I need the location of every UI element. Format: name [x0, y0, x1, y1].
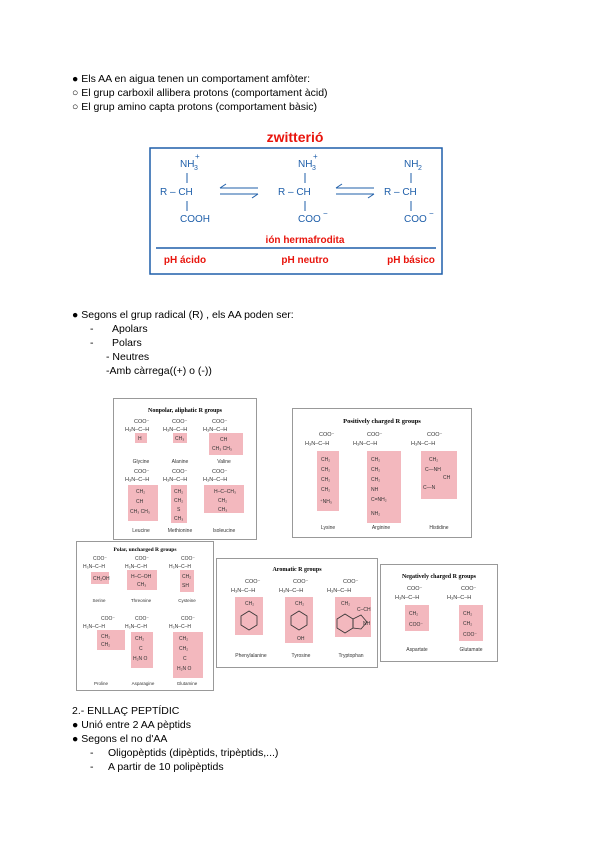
- svg-text:CH₂: CH₂: [245, 601, 255, 607]
- svg-text:CH₂: CH₂: [174, 489, 184, 495]
- svg-text:H₂N O: H₂N O: [133, 656, 148, 662]
- svg-text:COO⁻: COO⁻: [212, 469, 228, 475]
- panel-title: Nonpolar, aliphatic R groups: [147, 408, 223, 414]
- svg-text:C: C: [139, 646, 143, 652]
- svg-text:COO⁻: COO⁻: [181, 616, 196, 622]
- aa-name: Asparagine: [131, 681, 155, 686]
- panel-title: Polar, uncharged R groups: [113, 547, 177, 553]
- intro-line-amphoteric: ● Els AA en aigua tenen un comportament amfòter:: [72, 73, 311, 85]
- svg-text:H₃N–C–H: H₃N–C–H: [169, 624, 192, 630]
- svg-text:CH₂: CH₂: [182, 574, 192, 580]
- classification-intro: ● Segons el grup radical (R) , els AA poden ser:: [72, 309, 294, 321]
- r-ch-label-1: R – CH: [160, 187, 193, 198]
- svg-text:H₃N–C–H: H₃N–C–H: [125, 477, 150, 483]
- svg-text:COO⁻: COO⁻: [181, 556, 196, 562]
- svg-text:CH₂: CH₂: [136, 489, 146, 495]
- coo-label-2: COO: [404, 214, 427, 225]
- svg-text:H₃N–C–H: H₃N–C–H: [231, 588, 256, 594]
- svg-text:CH₂: CH₂: [101, 642, 111, 648]
- svg-text:H₃N–C–H: H₃N–C–H: [163, 477, 188, 483]
- svg-text:H₃N–C–H: H₃N–C–H: [327, 588, 352, 594]
- svg-text:CH₂: CH₂: [101, 634, 111, 640]
- ph-acid-label: pH ácido: [163, 255, 207, 266]
- svg-text:OH: OH: [297, 636, 305, 642]
- svg-text:COO⁻: COO⁻: [461, 586, 477, 592]
- svg-text:CH₂: CH₂: [135, 636, 145, 642]
- svg-text:H₃N–C–H: H₃N–C–H: [411, 441, 436, 447]
- svg-text:CH₂: CH₂: [321, 457, 331, 463]
- aa-name: Valine: [217, 459, 231, 465]
- svg-text:CH₂: CH₂: [429, 457, 439, 463]
- svg-text:COO⁻: COO⁻: [134, 469, 150, 475]
- svg-text:CH₂: CH₂: [321, 477, 331, 483]
- svg-text:3: 3: [312, 165, 316, 172]
- item-polipeptids: A partir de 10 polipèptids: [108, 761, 224, 773]
- svg-text:H–C–CH₃: H–C–CH₃: [214, 489, 237, 495]
- aa-name: Isoleucine: [212, 528, 236, 534]
- aa-name: Alanine: [171, 459, 189, 465]
- svg-text:CH: CH: [220, 437, 228, 443]
- svg-text:CH₂: CH₂: [179, 636, 189, 642]
- aa-name: Phenylalanine: [235, 653, 267, 659]
- item-oligopeptids: Oligopèptids (dipèptids, tripèptids,...): [108, 747, 279, 759]
- svg-text:CH₂: CH₂: [321, 467, 331, 473]
- svg-text:H₃N–C–H: H₃N–C–H: [125, 564, 148, 570]
- svg-text:CH₂OH: CH₂OH: [93, 576, 110, 582]
- panel-positive: [292, 408, 472, 538]
- svg-text:CH₃ CH₃: CH₃ CH₃: [130, 509, 150, 515]
- svg-text:COO⁻: COO⁻: [343, 579, 359, 585]
- svg-text:CH: CH: [136, 499, 144, 505]
- svg-text:CH₂: CH₂: [371, 467, 381, 473]
- svg-text:H₃N–C–H: H₃N–C–H: [83, 564, 106, 570]
- nh3-label-2: NH: [298, 159, 313, 170]
- svg-text:CH₂: CH₂: [218, 498, 228, 504]
- svg-text:H₃N–C–H: H₃N–C–H: [125, 427, 150, 433]
- svg-text:H–C–OH: H–C–OH: [131, 574, 152, 580]
- nh2-label: NH: [404, 159, 419, 170]
- svg-text:H₃N–C–H: H₃N–C–H: [203, 477, 228, 483]
- dash-4: -: [90, 761, 94, 773]
- svg-text:−: −: [323, 209, 328, 218]
- panel-title: Aromatic R groups: [272, 567, 322, 573]
- ph-basic-label: pH básico: [387, 255, 435, 266]
- intro-line-carboxyl: ○ El grup carboxil allibera protons (comportament àcid): [72, 87, 328, 99]
- panel-negative: [380, 564, 498, 662]
- svg-text:CH₃ CH₃: CH₃ CH₃: [212, 446, 232, 452]
- svg-text:COO⁻: COO⁻: [134, 419, 150, 425]
- svg-text:SH: SH: [182, 583, 189, 589]
- svg-text:CH₃: CH₃: [175, 436, 185, 442]
- aa-name: Leucine: [132, 528, 150, 534]
- svg-text:C—N: C—N: [423, 485, 436, 491]
- svg-text:H: H: [138, 436, 142, 442]
- svg-text:⁺NH₃: ⁺NH₃: [320, 499, 332, 505]
- svg-text:+: +: [195, 152, 200, 161]
- svg-text:CH₂: CH₂: [371, 457, 381, 463]
- svg-text:S: S: [177, 507, 181, 513]
- coo-label-1: COO: [298, 214, 321, 225]
- svg-text:NH: NH: [371, 487, 379, 493]
- aa-name: Tryptophan: [338, 653, 364, 659]
- panel-aromatic: [216, 558, 378, 668]
- svg-text:COO⁻: COO⁻: [409, 622, 424, 628]
- peptide-heading: 2.- ENLLAÇ PEPTÍDIC: [72, 705, 180, 717]
- svg-text:H₃N–C–H: H₃N–C–H: [395, 595, 420, 601]
- aa-name: Proline: [93, 681, 109, 686]
- aa-name: Histidine: [429, 525, 449, 531]
- svg-text:C—NH: C—NH: [425, 467, 441, 473]
- svg-text:CH₂: CH₂: [463, 621, 473, 627]
- svg-text:H₃N–C–H: H₃N–C–H: [447, 595, 472, 601]
- aa-name: Tyrosine: [291, 653, 311, 659]
- cooh-label: COOH: [180, 214, 210, 225]
- svg-text:COO⁻: COO⁻: [172, 419, 188, 425]
- aa-name: Serine: [92, 598, 106, 603]
- item-apolars: Apolars: [112, 323, 148, 335]
- r-ch-label-2: R – CH: [278, 187, 311, 198]
- svg-text:H₂N O: H₂N O: [177, 666, 192, 672]
- aa-name: Methionine: [167, 528, 193, 534]
- svg-text:H₃N–C–H: H₃N–C–H: [279, 588, 304, 594]
- aa-name: Threonine: [130, 598, 152, 603]
- svg-text:H₃N–C–H: H₃N–C–H: [203, 427, 228, 433]
- ph-neutral-label: pH neutro: [281, 255, 329, 266]
- svg-text:CH₃: CH₃: [174, 516, 184, 522]
- svg-text:COO⁻: COO⁻: [212, 419, 228, 425]
- intro-line-amino: ○ El grup amino capta protons (comportament bàsic): [72, 101, 318, 113]
- aa-name: Cysteine: [178, 598, 196, 603]
- item-charged: -Amb càrrega((+) o (-)): [106, 365, 212, 377]
- svg-text:CH: CH: [443, 475, 451, 481]
- svg-text:COO⁻: COO⁻: [245, 579, 261, 585]
- svg-text:CH₂: CH₂: [321, 487, 331, 493]
- svg-text:CH₂: CH₂: [371, 477, 381, 483]
- svg-text:CH₃: CH₃: [137, 582, 147, 588]
- svg-text:CH₂: CH₂: [409, 611, 419, 617]
- svg-text:COO⁻: COO⁻: [101, 616, 116, 622]
- aa-name: Glutamate: [459, 647, 483, 653]
- svg-text:H₃N–C–H: H₃N–C–H: [353, 441, 378, 447]
- item-polars: Polars: [112, 337, 142, 349]
- svg-text:COO⁻: COO⁻: [319, 432, 335, 438]
- svg-text:H₃N–C–H: H₃N–C–H: [169, 564, 192, 570]
- aa-name: Glycine: [132, 459, 150, 465]
- svg-text:NH: NH: [363, 621, 371, 627]
- svg-text:COO⁻: COO⁻: [172, 469, 188, 475]
- svg-text:COO⁻: COO⁻: [135, 556, 150, 562]
- svg-text:COO⁻: COO⁻: [427, 432, 443, 438]
- svg-text:H₃N–C–H: H₃N–C–H: [305, 441, 330, 447]
- svg-text:H₃N–C–H: H₃N–C–H: [125, 624, 148, 630]
- nh3-label-1: NH: [180, 159, 195, 170]
- svg-text:CH₂: CH₂: [341, 601, 351, 607]
- svg-text:CH₂: CH₂: [295, 601, 305, 607]
- svg-text:COO⁻: COO⁻: [93, 556, 108, 562]
- svg-text:COO⁻: COO⁻: [407, 586, 423, 592]
- r-ch-label-3: R – CH: [384, 187, 417, 198]
- dash-1: -: [90, 323, 94, 335]
- svg-text:−: −: [429, 209, 434, 218]
- svg-text:COO⁻: COO⁻: [293, 579, 309, 585]
- zwitterion-title: zwitterió: [266, 129, 324, 145]
- svg-text:CH₂: CH₂: [174, 498, 184, 504]
- panel-title: Negatively charged R groups: [401, 574, 477, 580]
- panel-title: Positively charged R groups: [343, 418, 421, 425]
- svg-text:COO⁻: COO⁻: [367, 432, 383, 438]
- zwitterion-diagram: [140, 122, 450, 282]
- aa-name: Lysine: [320, 525, 336, 531]
- svg-text:NH₂: NH₂: [371, 511, 381, 517]
- dash-2: -: [90, 337, 94, 349]
- svg-text:COO⁻: COO⁻: [135, 616, 150, 622]
- ion-hermafrodita-label: ión hermafrodita: [265, 235, 345, 246]
- svg-text:COO⁻: COO⁻: [463, 632, 478, 638]
- svg-text:CH₃: CH₃: [218, 507, 228, 513]
- svg-text:H₂N–C–H: H₂N–C–H: [83, 624, 105, 630]
- peptide-line-union: ● Unió entre 2 AA pèptids: [72, 719, 192, 731]
- svg-text:CH₂: CH₂: [179, 646, 189, 652]
- panel-nonpolar: [113, 398, 257, 540]
- svg-text:CH₂: CH₂: [463, 611, 473, 617]
- peptide-line-count: ● Segons el no d'AA: [72, 733, 168, 745]
- svg-text:C: C: [183, 656, 187, 662]
- panel-polar: [76, 541, 214, 691]
- aa-name: Glutamine: [176, 681, 198, 686]
- item-neutres: - Neutres: [106, 351, 150, 363]
- svg-text:H₃N–C–H: H₃N–C–H: [163, 427, 188, 433]
- svg-text:3: 3: [194, 165, 198, 172]
- svg-text:+: +: [313, 152, 318, 161]
- svg-text:C=NH₂: C=NH₂: [371, 497, 387, 503]
- aa-name: Arginine: [371, 525, 391, 531]
- dash-3: -: [90, 747, 94, 759]
- svg-text:C–CH: C–CH: [357, 607, 371, 613]
- aa-name: Aspartate: [406, 647, 428, 653]
- svg-text:2: 2: [418, 165, 422, 172]
